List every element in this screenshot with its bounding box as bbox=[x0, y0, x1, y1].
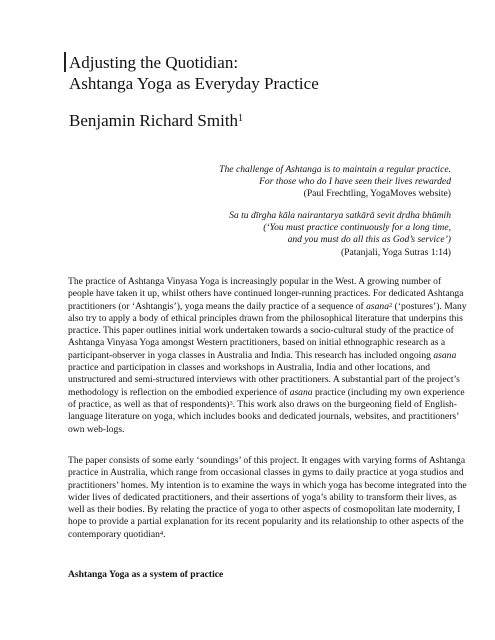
author-name bbox=[69, 110, 243, 131]
epigraph2-attribution: (Patanjali, Yoga Sutras 1:14) bbox=[340, 246, 451, 258]
para2-text-1: The paper consists of some early ‘soundings’ of this project. It engages with varying forms of Ashtanga practice in Australia, which range from occasional classes in gyms to daily practice at yoga studios and practitioners’ homes. My intention is to examine the ways in which yoga has become integrated into the wider lives of dedicated practitioners, and their assertions of yoga’s ability to transform their lives, as well as their bodies. By relating the practice of yoga to other aspects of cosmopolitan late modernity, I hope to provide a partial explanation for its recent popularity and its relationship to other aspects of the contemporary quotidian bbox=[68, 455, 467, 540]
epigraph2-line3: and you must do all this as God’s service’) bbox=[287, 234, 451, 246]
title-block bbox=[69, 52, 469, 94]
para2-text-2: . bbox=[163, 528, 166, 540]
epigraph1-line2: For those who do I have seen their lives rewarded bbox=[259, 176, 451, 188]
epigraph1-attribution: (Paul Frechtling, YogaMoves website) bbox=[303, 188, 451, 200]
para1-text-1: The practice of Ashtanga Vinyasa Yoga is increasingly popular in the West. A growing number of people have taken it up, whilst others have continued longer-running practices. For dedicated Ashtanga practitioners (or ‘Ashtangis’), yoga means the daily practice of a sequence of bbox=[68, 276, 464, 312]
para1-text-2: (‘postures’). Many also try to apply a body of ethical principles drawn from the philosophical literature that underpins this practice. This paper outlines initial work undertaken towards a socio-cultural study of the practice of Ashtanga Vinyasa Yoga amongst Western practitioners, based on initial ethnographic research as a participant-observer in yoga classes in Australia and India. This research has included ongoing bbox=[68, 300, 467, 361]
author-name-text: Benjamin Richard Smith bbox=[69, 111, 239, 130]
para1-text-3: practice and participation in classes and workshops in Australia, India and other locations, and unstructured and semi-structured interviews with other practitioners. A substantial part of the project’s methodology is reflection on the embodied experience of bbox=[68, 362, 460, 398]
paragraph-1 bbox=[68, 276, 468, 436]
epigraph-patanjali bbox=[229, 210, 451, 259]
epigraph-frechtling bbox=[219, 164, 451, 201]
section-heading: Ashtanga Yoga as a system of practice bbox=[68, 569, 224, 580]
author-footnote-marker: 1 bbox=[238, 113, 244, 124]
para1-italic-asana-3: asana bbox=[289, 386, 313, 398]
epigraph2-line1: Sa tu dīrgha kāla nairantarya satkārā sevit dṛdha bhūmih bbox=[229, 210, 451, 221]
para1-text-5: . This work also draws on the burgeoning field of English-language literature on yoga, which includes books and dedicated journals, websites, and practitioners’ own web-logs. bbox=[68, 398, 459, 435]
para1-text-4: practice (including my own experience of practice, as well as that of respondents) bbox=[68, 386, 465, 410]
title-line-2: Ashtanga Yoga as Everyday Practice bbox=[69, 74, 319, 93]
footnote-marker-2: 2 bbox=[389, 301, 393, 309]
para1-italic-asana-1: asana bbox=[366, 300, 390, 312]
footnote-marker-4: 4 bbox=[159, 529, 164, 537]
epigraph1-line1: The challenge of Ashtanga is to maintain a regular practice. bbox=[219, 164, 451, 175]
title-line-1: Adjusting the Quotidian: bbox=[69, 53, 239, 72]
footnote-marker-3: 3 bbox=[229, 399, 233, 407]
paragraph-2 bbox=[68, 455, 468, 541]
epigraph2-line2: (‘You must practice continuously for a long time, bbox=[263, 222, 451, 234]
text-cursor bbox=[64, 52, 66, 72]
para1-italic-asana-2: asana bbox=[433, 349, 457, 361]
